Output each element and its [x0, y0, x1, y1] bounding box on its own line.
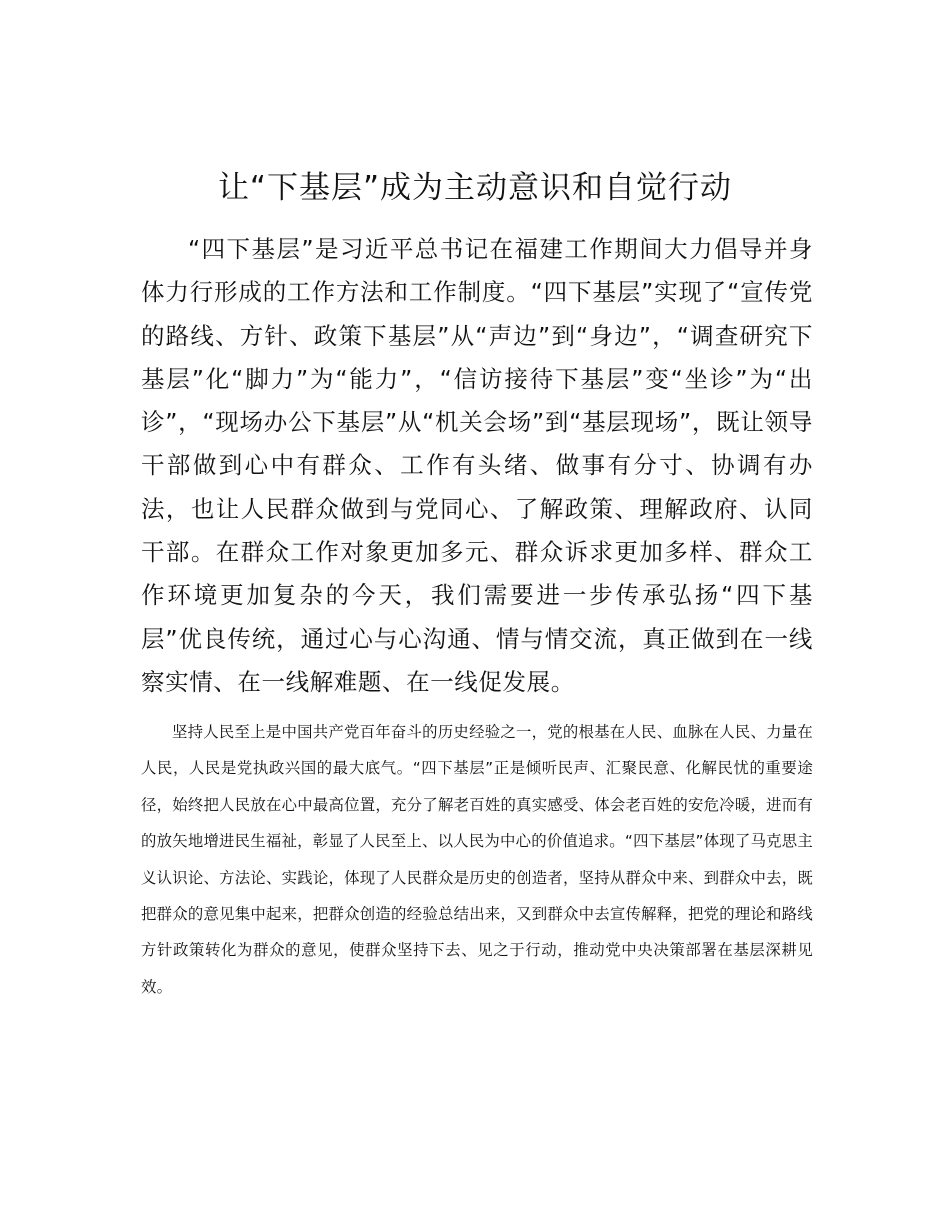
document-title: 让“下基层”成为主动意识和自觉行动 — [217, 170, 733, 206]
body-paragraph: 坚持人民至上是中国共产党百年奋斗的历史经验之一，党的根基在人民、血脉在人民、力量在人民，人民是党执政兴国的最大底气。“四下基层”正是倾听民声、汇聚民意、化解民忧的重要途径，始终把人民放在心中最高位置，充分了解老百姓的真实感受、体会老百姓的安危冷暖，进而有的放矢地增进民生福祉，彰显了人民至上、以人民为中心的价值追求。“四下基层”体现了马克思主义认识论、方法论、实践论，体现了人民群众是历史的创造者，坚持从群众中来、到群众中去，既把群众的意见集中起来，把群众创造的经验总结出来，又到群众中去宣传解释，把党的理论和路线方针政策转化为群众的意见，使群众坚持下去、见之于行动，推动党中央决策部署在基层深耕见效。 — [141, 723, 813, 996]
lead-paragraph: “四下基层”是习近平总书记在福建工作期间大力倡导并身体力行形成的工作方法和工作制度。“四下基层”实现了“宣传党的路线、方针、政策下基层”从“声边”到“身边”，“调查研究下基层”化“脚力”为“能力”，“信访接待下基层”变“坐诊”为“出诊”，“现场办公下基层”从“机关会场”到“基层现场”，既让领导干部做到心中有群众、工作有头绪、做事有分寸、协调有办法，也让人民群众做到与党同心、了解政策、理解政府、认同干部。在群众工作对象更加多元、群众诉求更加多样、群众工作环境更加复杂的今天，我们需要进一步传承弘扬“四下基层”优良传统，通过心与心沟通、情与情交流，真正做到在一线察实情、在一线解难题、在一线促发展。 — [141, 235, 813, 696]
